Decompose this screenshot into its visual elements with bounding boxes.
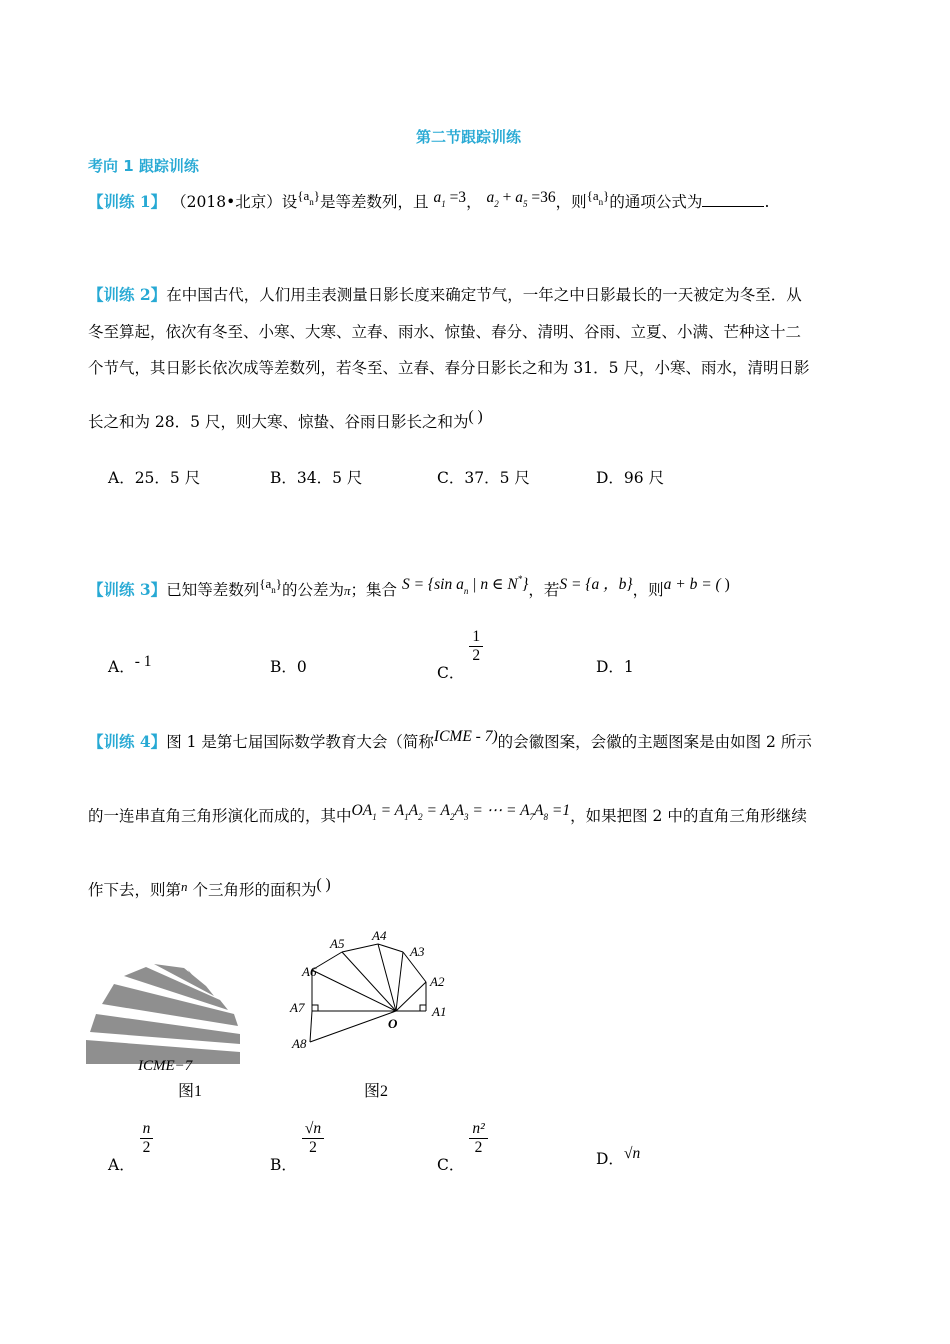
right-triangle-spiral-figure	[280, 924, 470, 1064]
q4-option-d[interactable]: D．√n	[596, 1145, 641, 1168]
q1-tag: 【训练 1】	[88, 192, 167, 211]
q1-seq-a: {an}	[297, 188, 320, 207]
label-a5: A5	[330, 936, 345, 951]
q4-option-a[interactable]: A． $\frac{n}{2}$	[108, 1120, 153, 1157]
page-title: 第二节跟踪训练	[416, 128, 522, 146]
question-2-line-1: 【训练 2】在中国古代，人们用圭表测量日影长度来确定节气，一年之中日影最长的一天被定为冬至．从	[88, 285, 802, 304]
q2-option-b[interactable]: B．34．5 尺	[270, 469, 363, 487]
section-heading: 考向 1 跟踪训练	[88, 157, 199, 175]
q4-option-a-fraction: $\frac{n}{2}$	[140, 1120, 154, 1157]
question-1: 【训练 1】 （2018•北京）设$^{\{a_n\}}$是等差数列，且 $a_1 =3$， $a_2 + a_5 =36$，则$^{\{a_n\}}$的通项公式为 .	[88, 188, 770, 211]
q2-option-d[interactable]: D．96 尺	[596, 469, 665, 487]
answer-blank[interactable]	[702, 192, 764, 207]
q1-eq1: $a_1 =3$	[433, 189, 467, 209]
q1-text1: 是等差数列，且	[319, 193, 429, 211]
label-a1: A1	[432, 1004, 447, 1019]
q1-source: （2018•北京）设	[171, 193, 298, 211]
q4-option-c[interactable]: C． $\frac{\text{n²}}{2}$	[437, 1120, 488, 1157]
q1-seq-b: {an}	[586, 188, 610, 207]
question-2-line-4: 长之和为 28．5 尺，则大寒、惊蛰、谷雨日影长之和为( )	[88, 408, 483, 431]
q3-option-b[interactable]: B．0	[270, 658, 307, 676]
label-o: O	[388, 1016, 398, 1031]
label-a3: A3	[410, 944, 425, 959]
question-3: 【训练 3】已知等差数列$^{\{a_n\}}$的公差为π；集合 S = {sin $a_n$ | n ∈ N*}，若S = {a ，b}，则a + b = ( )	[88, 574, 730, 599]
icme-logo-label: ICME−7	[138, 1058, 193, 1074]
question-2-line-3: 个节气，其日影长依次成等差数列，若冬至、立春、春分日影长之和为 31．5 尺，小寒、雨水，清明日影	[88, 359, 810, 377]
question-4-line-2: 的一连串直角三角形演化而成的，其中$OA_1 = A_1A_2 = A_2A_3$ = ⋯ = $A_7A_8 =1$，如果把图 2 中的直角三角形继续	[88, 802, 807, 825]
q4-equation: $OA_1 = A_1A_2 = A_2A_3$ = ⋯ = $A_7A_8 =1$	[351, 802, 571, 822]
figure-1-caption: 图1	[178, 1083, 203, 1100]
q3-set: S = {sin $a_n$ | n ∈ N*}	[401, 574, 529, 596]
q3-tag: 【训练 3】	[88, 580, 167, 599]
label-a7: A7	[290, 1000, 305, 1015]
q2-option-c[interactable]: C．37．5 尺	[437, 469, 530, 487]
label-a6: A6	[302, 964, 317, 979]
q4-option-b-fraction: $\frac{√n}{2}$	[302, 1120, 324, 1157]
icme-logo-figure	[84, 962, 246, 1074]
figure-2-caption: 图2	[364, 1083, 389, 1100]
q1-eq2: $a_2 + a_5 =36$	[486, 189, 556, 209]
label-a4: A4	[372, 928, 387, 943]
icme-logo-shapes	[86, 964, 240, 1064]
q3-option-a[interactable]: A．- 1	[108, 653, 152, 676]
question-2-line-2: 冬至算起，依次有冬至、小寒、大寒、立春、雨水、惊蛰、春分、清明、谷雨、立夏、小满、芒种这十二	[88, 323, 802, 341]
q4-option-b[interactable]: B． $\frac{√n}{2}$	[270, 1120, 324, 1157]
label-a2: A2	[430, 974, 445, 989]
question-4-line-1: 【训练 4】图 1 是第七届国际数学教育大会（简称ICME - 7)的会徽图案，会徽的主题图案是由如图 2 所示	[88, 728, 812, 751]
q3-option-c[interactable]: C． $\frac{1}{2}$	[437, 628, 483, 665]
q3-option-d[interactable]: D．1	[596, 658, 634, 676]
q3-option-c-fraction: $\frac{1}{2}$	[469, 628, 483, 665]
q2-option-a[interactable]: A．25．5 尺	[108, 469, 201, 487]
q4-option-c-fraction: $\frac{\text{n²}}{2}$	[469, 1120, 487, 1157]
label-a8: A8	[292, 1036, 307, 1051]
q3-seq: {an}	[259, 576, 282, 595]
q4-tag: 【训练 4】	[88, 732, 167, 751]
q2-tag: 【训练 2】	[88, 285, 167, 304]
question-4-line-3: 作下去，则第$^n$ 个三角形的面积为( )	[88, 876, 331, 899]
